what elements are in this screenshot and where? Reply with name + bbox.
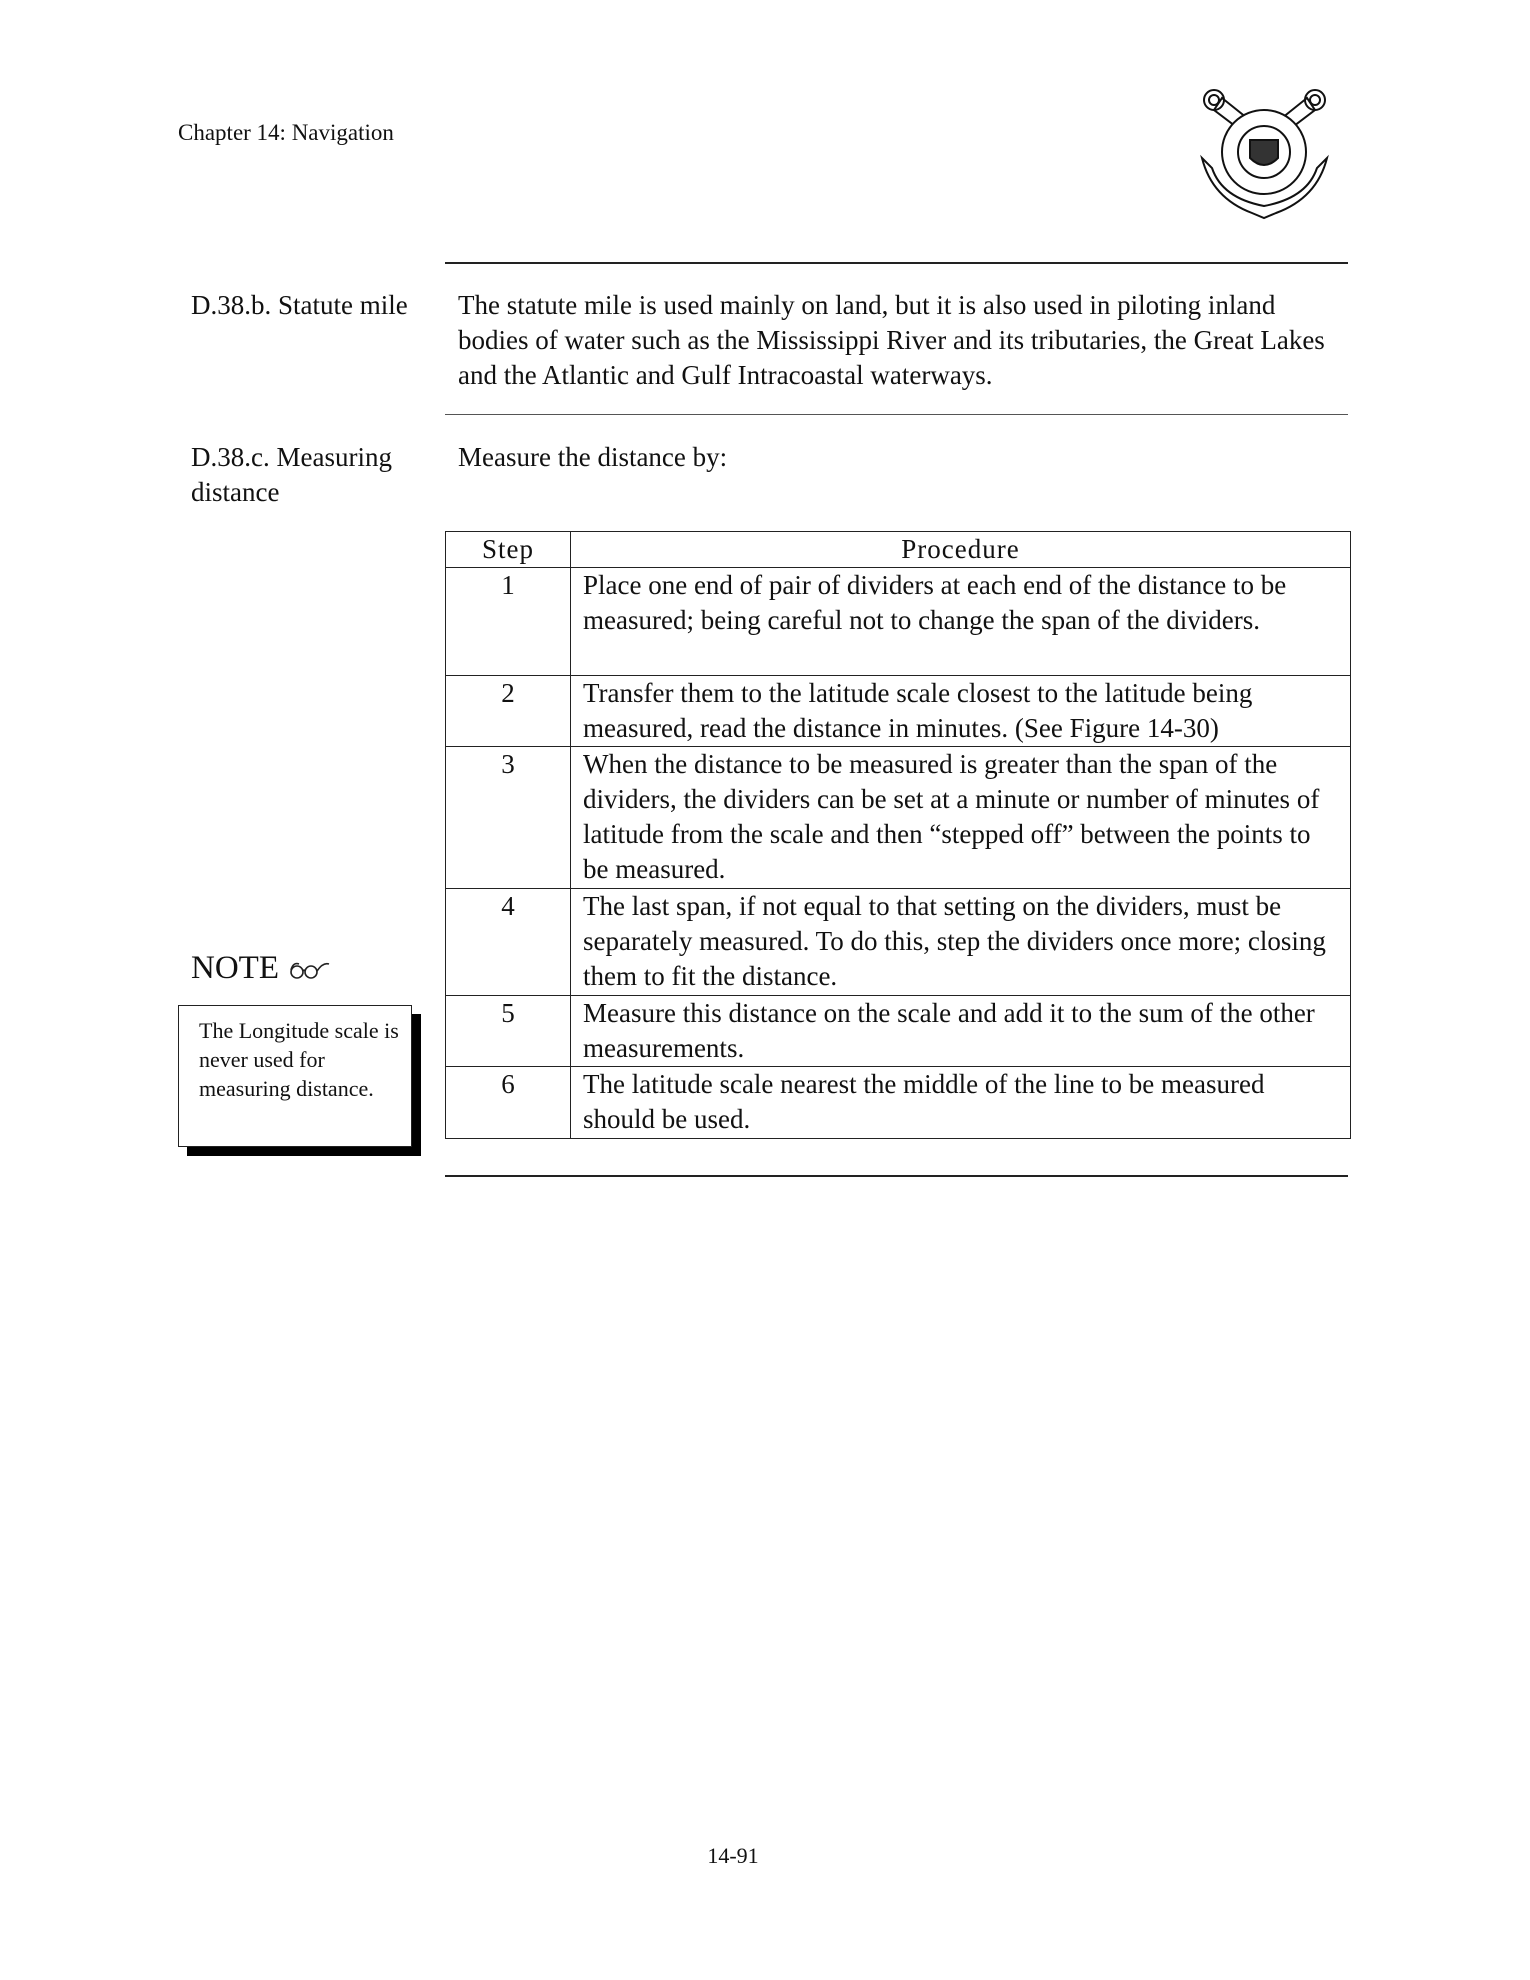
step-number: 5	[446, 996, 571, 1067]
note-title: NOTE	[191, 950, 279, 986]
eyeglasses-icon	[287, 958, 331, 980]
step-number: 1	[446, 568, 571, 676]
page-number: 14-91	[707, 1843, 759, 1868]
step-procedure: When the distance to be measured is greater than the span of the dividers, the dividers can be set at a minute or number of minutes of latitude from the scale and then “stepped off” between the points to be measured.	[571, 747, 1351, 889]
procedure-table	[445, 531, 1351, 1139]
table-row	[446, 747, 1351, 889]
step-procedure: Transfer them to the latitude scale closest to the latitude being measured, read the distance in minutes. (See Figure 14-30)	[571, 676, 1351, 747]
step-procedure: The latitude scale nearest the middle of the line to be measured should be used.	[571, 1067, 1351, 1139]
section-text-statute-mile: The statute mile is used mainly on land, but it is also used in piloting inland bodies of water such as the Mississippi River and its tributaries, the Great Lakes and the Atlantic and Gulf Intracoastal waterways.	[458, 290, 1325, 390]
note-text: The Longitude scale is never used for measuring distance.	[199, 1018, 399, 1101]
table-row	[446, 1067, 1351, 1139]
column-header-procedure: Procedure	[571, 532, 1351, 568]
column-header-step: Step	[446, 532, 571, 568]
table-row	[446, 568, 1351, 676]
step-procedure: Measure this distance on the scale and add it to the sum of the other measurements.	[571, 996, 1351, 1067]
coast-guard-seal-logo	[1192, 88, 1337, 223]
step-number: 2	[446, 676, 571, 747]
section-text-measuring-distance: Measure the distance by:	[458, 442, 728, 472]
table-row	[446, 889, 1351, 996]
section-divider	[445, 262, 1348, 264]
step-procedure: The last span, if not equal to that setting on the dividers, must be separately measured. To do this, step the dividers once more; closing them to fit the distance.	[571, 889, 1351, 996]
table-row	[446, 676, 1351, 747]
section-label-statute-mile: D.38.b. Statute mile	[191, 290, 408, 320]
step-number: 3	[446, 747, 571, 889]
chapter-header: Chapter 14: Navigation	[178, 120, 394, 145]
step-number: 4	[446, 889, 571, 996]
step-procedure: Place one end of pair of dividers at each end of the distance to be measured; being careful not to change the span of the dividers.	[571, 568, 1351, 676]
step-number: 6	[446, 1067, 571, 1139]
section-divider	[445, 1175, 1348, 1177]
section-divider	[445, 414, 1348, 415]
note-heading	[191, 950, 331, 987]
table-header-row	[446, 532, 1351, 568]
section-label-measuring-distance: D.38.c. Measuring distance	[191, 442, 392, 507]
note-box	[178, 1005, 412, 1147]
table-row	[446, 996, 1351, 1067]
